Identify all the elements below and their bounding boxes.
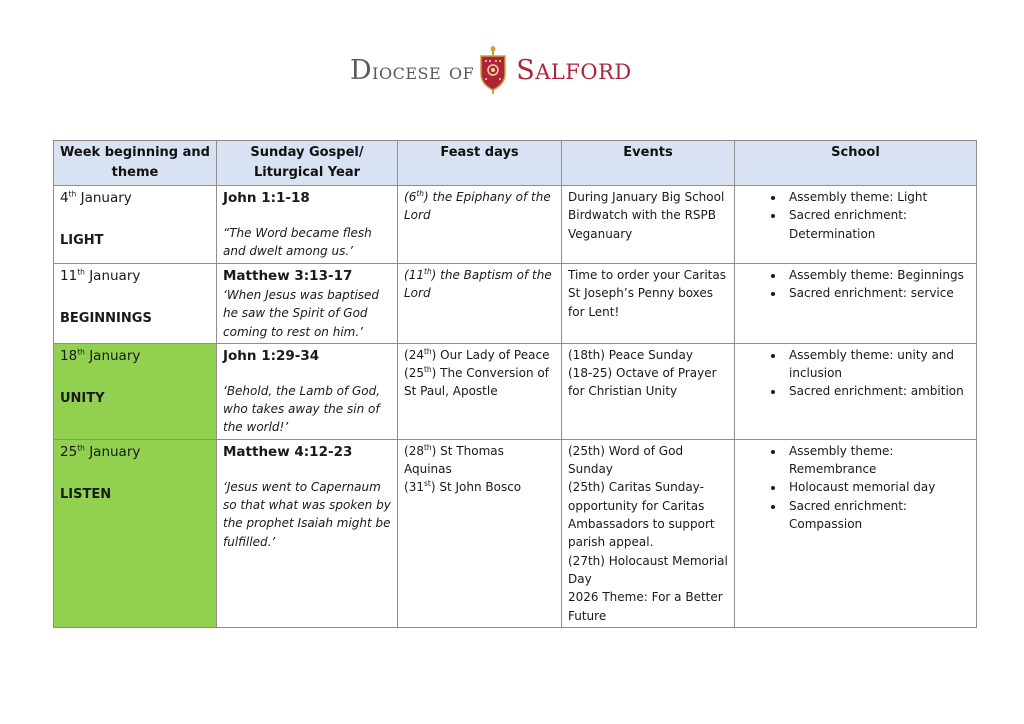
week-date: 4th January [60,189,132,206]
events-cell [562,343,735,439]
event-item: Veganuary [568,226,633,241]
gospel-quote: ‘Behold, the Lamb of God, who takes away the sin of the world!’ [223,383,381,435]
event-item: 2026 Theme: For a Better Future [568,590,723,623]
event-item: (18-25) Octave of Prayer for Christian Unity [568,366,717,399]
diocese-crest-shield-icon [478,46,508,94]
school-list-item: • Sacred enrichment: Compassion [785,497,970,534]
week-date: 18th January [60,347,141,364]
event-item: (18th) Peace Sunday [568,347,693,362]
gospel-cell [217,343,398,439]
school-cell [735,343,977,439]
feast-day-item: (11th) the Baptism of the Lord [404,267,552,301]
week-theme: UNITY [60,390,105,406]
feast-day-item: (28th) St Thomas Aquinas [404,442,504,477]
column-header-school: School [735,141,977,186]
gospel-cell [217,264,398,344]
school-list [741,266,970,303]
table-header-row [54,141,977,186]
event-item: (27th) Holocaust Memorial Day [568,553,728,586]
logo-text-right: SALFORD [516,54,632,86]
feast-days-cell [398,264,562,344]
event-item: Time to order your Caritas St Joseph’s Penny boxes for Lent! [568,268,726,319]
week-date: 25th January [60,443,141,460]
feast-days-cell [398,343,562,439]
school-list-item: • Assembly theme: unity and inclusion [785,346,970,383]
school-list [741,188,970,243]
weekly-planner-table [53,140,977,628]
school-list-item: • Holocaust memorial day [785,478,970,496]
feast-days-cell [398,186,562,264]
table-row [54,439,977,627]
column-header-gospel: Sunday Gospel/ Liturgical Year [217,141,398,186]
school-list [741,442,970,533]
week-cell [54,439,217,627]
school-list-item: • Assembly theme: Beginnings [785,266,970,284]
week-cell [54,186,217,264]
week-cell [54,343,217,439]
column-header-feast-days: Feast days [398,141,562,186]
gospel-reference: John 1:29-34 [223,347,320,364]
school-list-item: • Sacred enrichment: service [785,284,970,302]
feast-days-cell [398,439,562,627]
table-row [54,186,977,264]
logo-text-left: Diocese of [350,54,475,86]
week-theme: LISTEN [60,486,112,502]
week-date: 11th January [60,267,141,284]
event-item: (25th) Caritas Sunday- opportunity for Caritas Ambassadors to support parish appeal. [568,480,715,550]
table-row [54,343,977,439]
school-list-item: • Sacred enrichment: ambition [785,382,970,400]
school-cell [735,439,977,627]
school-list-item: • Sacred enrichment: Determination [785,206,970,243]
events-cell [562,264,735,344]
gospel-quote: ‘When Jesus was baptised he saw the Spirit of God coming to rest on him.’ [223,288,380,339]
gospel-reference: John 1:1-18 [223,190,310,206]
feast-day-item: (6th) the Epiphany of the Lord [404,189,551,223]
gospel-cell [217,186,398,264]
events-cell [562,186,735,264]
school-list-item: • Assembly theme: Remembrance [785,442,970,479]
feast-day-item: (25th) The Conversion of St Paul, Apostle [404,365,549,399]
school-cell [735,264,977,344]
feast-day-item: (31st) St John Bosco [404,479,522,495]
school-list-item: • Assembly theme: Light [785,188,970,206]
gospel-reference: Matthew 3:13-17 [223,268,353,284]
school-list [741,346,970,401]
week-theme: LIGHT [60,233,104,248]
week-theme: BEGINNINGS [60,311,152,326]
event-item: (25th) Word of God Sunday [568,443,684,477]
event-item: During January Big School Birdwatch with the RSPB [568,190,725,223]
events-cell [562,439,735,627]
gospel-quote: “The Word became flesh and dwelt among us.’ [223,226,372,259]
week-cell [54,264,217,344]
column-header-events: Events [562,141,735,186]
school-cell [735,186,977,264]
gospel-cell [217,439,398,627]
table-row [54,264,977,344]
gospel-quote: ‘Jesus went to Capernaum so that what was spoken by the prophet Isaiah might be fulfilled.’ [223,479,391,549]
gospel-reference: Matthew 4:12-23 [223,443,353,460]
column-header-week: Week beginning and theme [54,141,217,186]
feast-day-item: (24th) Our Lady of Peace [404,346,550,362]
diocese-logo [350,44,632,96]
